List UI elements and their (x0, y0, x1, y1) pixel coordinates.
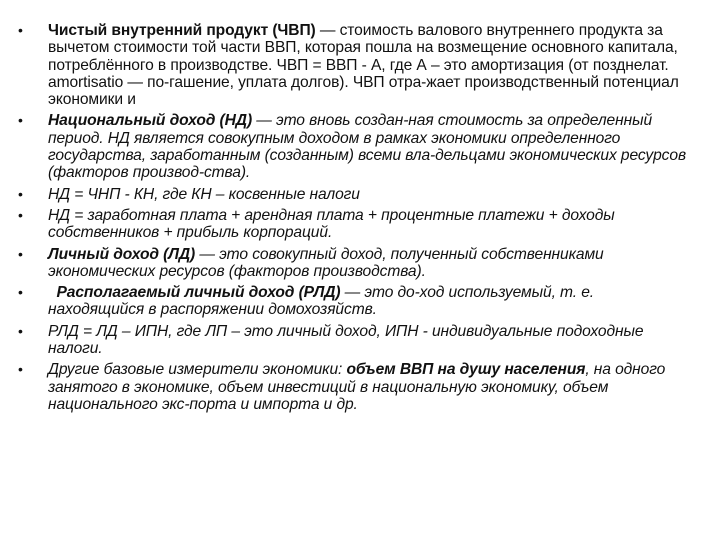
term-disposable-income: Располагаемый личный доход (РЛД) (56, 284, 341, 302)
text-other-measures-after: , на одного занятого в экономике, объем инвестиций в национальную экономику, объем национального экс-порта и импорта и др. (48, 361, 666, 413)
text-disposable-income: — это до-ход используемый, т. е. находящийся в распоряжении домохозяйств. (48, 284, 595, 319)
text-other-measures-before: Другие базовые измерители экономики: (48, 361, 347, 379)
bullet-dot-icon: • (18, 284, 23, 301)
bullet-item-national-income (14, 112, 690, 181)
text-nnp: — стоимость валового внутреннего продукта за вычетом стоимости той части ВВП, которая пошла на возмещение основного капитала, потреблённого в производстве. ЧВП = ВВП - А, где А – это амортизация (от позднелат. amortisatio — по-гашение, уплата долгов). ЧВП отра-жает производственный потенциал экономики и (48, 22, 679, 109)
bullet-dot-icon: • (18, 245, 23, 262)
bullet-dot-icon: • (18, 22, 23, 38)
bullet-item-disposable-income (14, 284, 690, 319)
bullet-item-nnp (14, 22, 690, 108)
bullet-item-ni-formula-1 (14, 186, 690, 203)
text-ni-formula-1: НД = ЧНП - КН, где КН – косвенные налоги (48, 185, 360, 203)
bullet-item-other-measures (14, 361, 690, 413)
bullet-item-rld-formula (14, 323, 690, 358)
term-national-income: Национальный доход (НД) (48, 112, 253, 130)
bullet-list (14, 22, 690, 413)
bullet-item-personal-income (14, 246, 690, 281)
bullet-dot-icon: • (18, 206, 23, 223)
term-nnp: Чистый внутренний продукт (ЧВП) (48, 22, 316, 39)
text-national-income: — это вновь создан-ная стоимость за определенный период. НД является совокупным доходом в рамках экономики определенного государства, заработанным (созданным) всеми вла-дельцами экономических ресурсов (факторов производ-ства). (48, 112, 686, 182)
text-rld-formula: РЛД = ЛД – ИПН, где ЛП – это личный доход, ИПН - индивидуальные подоходные налоги. (48, 322, 644, 358)
bullet-dot-icon: • (18, 112, 23, 129)
text-ni-formula-2: НД = заработная плата + арендная плата + процентные платежи + доходы собственников + прибыль корпораций. (48, 206, 615, 242)
term-personal-income: Личный доход (ЛД) (48, 245, 196, 263)
term-gdp-per-capita: объем ВВП на душу населения (346, 361, 586, 379)
bullet-item-ni-formula-2 (14, 207, 690, 242)
text-personal-income: — это совокупный доход, полученный собственниками экономических ресурсов (факторов производства). (48, 245, 604, 280)
bullet-dot-icon: • (18, 322, 23, 339)
slide-content (14, 22, 690, 417)
bullet-dot-icon: • (18, 361, 23, 378)
bullet-dot-icon: • (18, 185, 23, 202)
